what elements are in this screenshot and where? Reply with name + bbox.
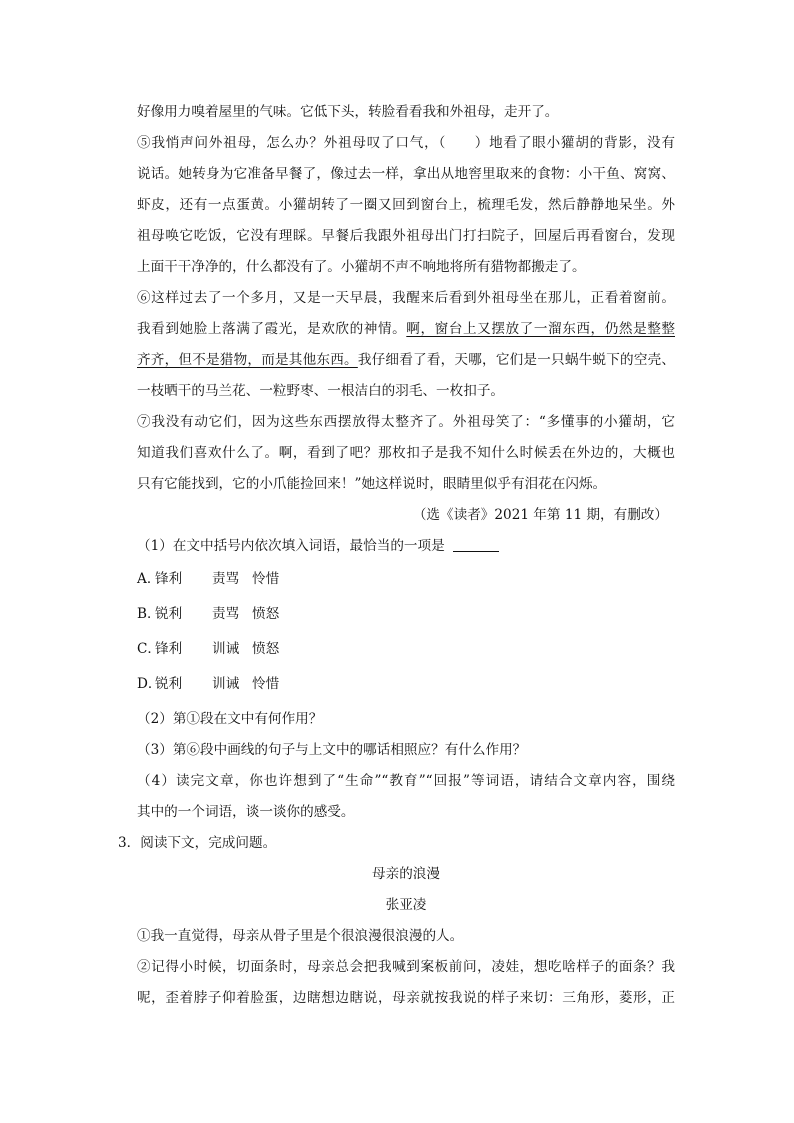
option-label: A． [137, 571, 161, 587]
article-line: ①我一直觉得，母亲从骨子里是个很浪漫很浪漫的人。 [137, 928, 464, 944]
option-label: D． [137, 676, 162, 692]
source-citation: （选《读者》2021 年第 11 期，有删改） [412, 507, 668, 523]
passage-line: 上面干干净净的，什么都没有了。小獾胡不声不响地将所有猎物都搬走了。 [137, 259, 586, 275]
question-4: （4）读完文章，你也许想到了“生命”“教育”“回报”等词语，请结合文章内容，围绕 [137, 773, 675, 789]
answer-blank [453, 537, 499, 552]
article-line: ②记得小时候，切面条时，母亲总会把我喊到案板前问，凌娃，想吃啥样子的面条？我 [137, 959, 675, 975]
plain-text: 我看到她脸上落满了霞光，是欢欣的神情。 [137, 321, 407, 337]
option-word: 怜惜 [252, 571, 280, 587]
passage-line: 祖母唤它吃饭，它没有理睬。早餐后我跟外祖母出门打扫院子，回屋后再看窗台，发现 [137, 228, 675, 244]
option-word: 锐利 [155, 606, 183, 622]
passage-line: 知道我们喜欢什么了。啊，看到了吧？那枚扣子是我不知什么时候丢在外边的，大概也 [137, 445, 675, 461]
passage-line: ⑥这样过去了一个多月，又是一天早晨，我醒来后看到外祖母坐在那儿，正看着窗前。 [137, 290, 675, 306]
option-b [137, 597, 675, 632]
option-word: 责骂 [212, 606, 240, 622]
article-title: 母亲的浪漫 [372, 866, 440, 882]
option-word: 锋利 [155, 571, 183, 587]
passage-line: 好像用力嗅着屋里的气味。它低下头，转脸看看我和外祖母，走开了。 [137, 104, 559, 120]
question-2: （2）第①段在文中有何作用？ [137, 711, 323, 727]
option-word: 愤怒 [252, 606, 280, 622]
question-4-continued: 其中的一个词语，谈一谈你的感受。 [137, 804, 355, 820]
passage-line [137, 314, 675, 345]
underlined-sentence: 啊，窗台上又摆放了一溜东西，仍然是整整 [406, 321, 676, 337]
option-label: B． [137, 606, 161, 622]
article-author: 张亚凌 [385, 897, 427, 913]
passage-line: 说话。她转身为它准备早餐了，像过去一样，拿出从地窖里取来的食物：小干鱼、窝窝、 [137, 166, 675, 182]
question-1-text: （1）在文中括号内依次填入词语，最恰当的一项是 [137, 538, 445, 554]
option-word: 训诫 [212, 676, 240, 692]
option-a [137, 562, 675, 597]
passage-line: ⑦我没有动它们，因为这些东西摆放得太整齐了。外祖母笑了：“多懂事的小獾胡，它 [137, 414, 675, 430]
option-label: C． [137, 641, 161, 657]
option-word: 责骂 [212, 571, 240, 587]
underlined-sentence: 齐齐，但不是猎物，而是其他东西。 [137, 352, 358, 368]
option-word: 怜惜 [252, 676, 280, 692]
question-1 [137, 531, 675, 562]
question-3: （3）第⑥段中画线的句子与上文中的哪话相照应？有什么作用？ [137, 742, 527, 758]
option-d [137, 667, 675, 702]
plain-text: 我仔细看了看，天哪，它们是一只蜗牛蜕下的空壳、 [357, 352, 676, 368]
passage-line: ⑤我悄声问外祖母，怎么办？外祖母叹了口气，（ ）地看了眼小獾胡的背影，没有 [137, 135, 675, 151]
passage-line: 虾皮，还有一点蛋黄。小獾胡转了一圈又回到窗台上，梳理毛发，然后静静地呆坐。外 [137, 197, 675, 213]
passage-line: 只有它能找到，它的小爪能捡回来！”她这样说时，眼睛里似乎有泪花在闪烁。 [137, 476, 607, 492]
passage-line [137, 345, 675, 376]
option-word: 愤怒 [252, 641, 280, 657]
article-line: 呢，歪着脖子仰着脸蛋，边瞎想边瞎说，母亲就按我说的样子来切：三角形，菱形，正 [137, 990, 675, 1006]
section-3-heading: 3．阅读下文，完成问题。 [118, 835, 277, 851]
option-word: 锐利 [155, 676, 183, 692]
passage-line: 一枝晒干的马兰花、一粒野枣、一根洁白的羽毛、一枚扣子。 [137, 383, 505, 399]
document-page [118, 97, 676, 1014]
option-word: 训诫 [212, 641, 240, 657]
option-word: 锋利 [155, 641, 183, 657]
option-c [137, 632, 675, 667]
